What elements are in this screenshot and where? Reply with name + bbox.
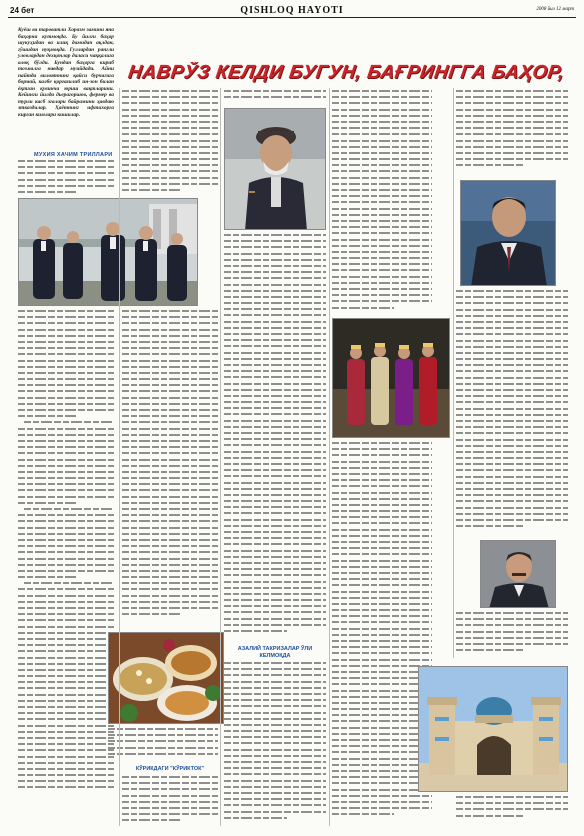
photo-man-portrait-small	[480, 540, 556, 608]
column-5-top	[456, 90, 568, 174]
subhead-kurak: КЎРИКДАГИ "КЎРИКТОК"	[135, 766, 205, 772]
photo-historic-gate	[418, 666, 568, 792]
byline: МУХИЯ ХАЧИМ ТРИЛЛАРИ	[34, 152, 113, 158]
subhead-konlon: АЗАЛИЙ ТАКРИЗАЛАР ЎЛИ КЕЛМОҚДА	[237, 646, 313, 659]
page-number: 24 бет	[10, 6, 35, 15]
column-4-top	[332, 90, 432, 316]
column-3-body	[224, 234, 326, 640]
photo-performers	[332, 318, 450, 438]
photo-officials-group	[18, 198, 198, 306]
column-5-end	[456, 796, 568, 826]
column-2-bottom	[108, 728, 218, 762]
issue-date: 2008 йил 12 март	[536, 7, 574, 12]
column-3-lead	[224, 90, 326, 106]
photo-man-suit-portrait	[460, 180, 556, 286]
photo-festive-food	[108, 632, 224, 724]
column-2-top	[122, 90, 218, 196]
column-rule	[329, 88, 330, 826]
headline: НАВРЎЗ КЕЛДИ БУГУН, БАҒРИНГГА БАҲОР,	[126, 62, 566, 83]
page-header	[8, 6, 576, 18]
column-5-body	[456, 290, 568, 534]
column-1-top	[18, 160, 114, 198]
publication-name: QISHLOQ HAYOTI	[240, 5, 344, 16]
column-1-body	[18, 310, 114, 825]
column-5-lower	[456, 612, 568, 662]
column-2-end	[122, 776, 218, 826]
column-3-end	[224, 662, 326, 826]
column-rule	[119, 88, 120, 826]
column-2-body	[122, 310, 218, 630]
column-4-body	[332, 442, 432, 826]
lead-paragraph: Куёш ва тароватли Хоразм замини яна баҳорни кутмоқда. Бу йилги баҳор шукуҳидан ва илиқ дамидан ақлдан, гўшидан нуқмоқда. Гуллардан рангли уловлардан дехқонлар даласи чаққалига алоқ бўлди. Бундан баҳорга кириб тоъналга навдар муийдади. Айни пайтда вилоятнинг қайси бурчагига бормай, калбе қорғағилиб ин-зон билан ёқтган қувинча юриш вақтларини. Кейинги йилда дьерагоршов, фермер ва турли касб эгалари байрамини ҳавдаю этказдилар. Ҳаётнинг ифтихорга кирган кимлари кишилар.	[18, 27, 114, 118]
column-rule	[220, 88, 221, 826]
photo-elder-portrait	[224, 108, 326, 230]
column-rule	[453, 88, 454, 658]
